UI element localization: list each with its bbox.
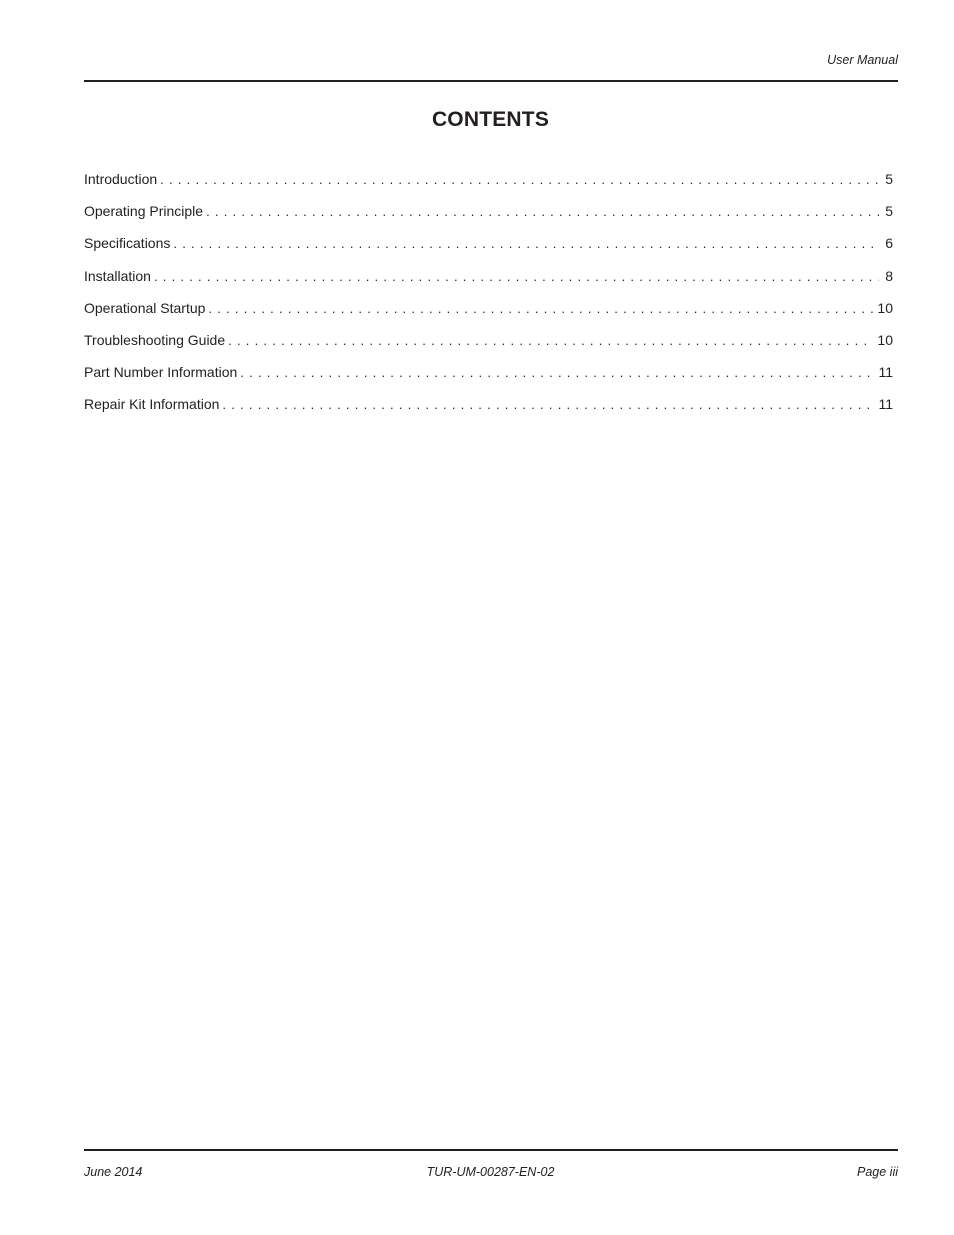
footer-page-number: Page iii (857, 1165, 898, 1179)
toc-entry-operational-startup[interactable] (84, 300, 893, 332)
footer-rule (84, 1149, 898, 1151)
toc-dot-leader (222, 397, 874, 412)
toc-entry-label: Part Number Information (84, 364, 238, 381)
toc-entry-page: 8 (885, 267, 893, 284)
toc-entry-label: Introduction (84, 171, 158, 187)
toc-entry-page: 11 (878, 396, 893, 413)
header-rule (84, 80, 898, 82)
footer-date: June 2014 (84, 1165, 143, 1179)
toc-entry-label: Repair Kit Information (84, 396, 220, 413)
toc-entry-page: 5 (885, 203, 893, 220)
toc-entry-label: Operational Startup (84, 299, 206, 316)
toc-dot-leader (208, 301, 873, 316)
toc-entry-page: 6 (885, 235, 893, 252)
toc-entry-page: 11 (878, 364, 893, 381)
toc-entry-label: Installation (84, 267, 151, 284)
toc-entry-label: Specifications (84, 235, 171, 252)
toc-entry-installation[interactable] (84, 268, 893, 300)
toc-dot-leader (173, 236, 879, 251)
toc-entry-page: 10 (877, 331, 893, 348)
toc-entry-page: 5 (885, 171, 893, 187)
header-label: User Manual (827, 53, 898, 67)
toc-entry-introduction[interactable] (84, 171, 893, 203)
toc-entry-label: Troubleshooting Guide (84, 331, 226, 348)
toc-entry-repair-kit-information[interactable] (84, 396, 893, 428)
toc-entry-troubleshooting-guide[interactable] (84, 332, 893, 364)
toc-entry-specifications[interactable] (84, 235, 893, 267)
toc-entry-label: Operating Principle (84, 203, 204, 220)
toc-entry-operating-principle[interactable] (84, 203, 893, 235)
toc-dot-leader (206, 204, 879, 219)
table-of-contents (84, 171, 893, 429)
toc-dot-leader (228, 333, 873, 348)
page-title: CONTENTS (431, 108, 550, 131)
toc-dot-leader (240, 365, 874, 380)
toc-entry-page: 10 (877, 299, 893, 316)
toc-dot-leader (160, 172, 879, 187)
toc-dot-leader (154, 269, 879, 284)
toc-entry-part-number-information[interactable] (84, 364, 893, 396)
footer-document-number: TUR-UM-00287-EN-02 (426, 1165, 555, 1179)
